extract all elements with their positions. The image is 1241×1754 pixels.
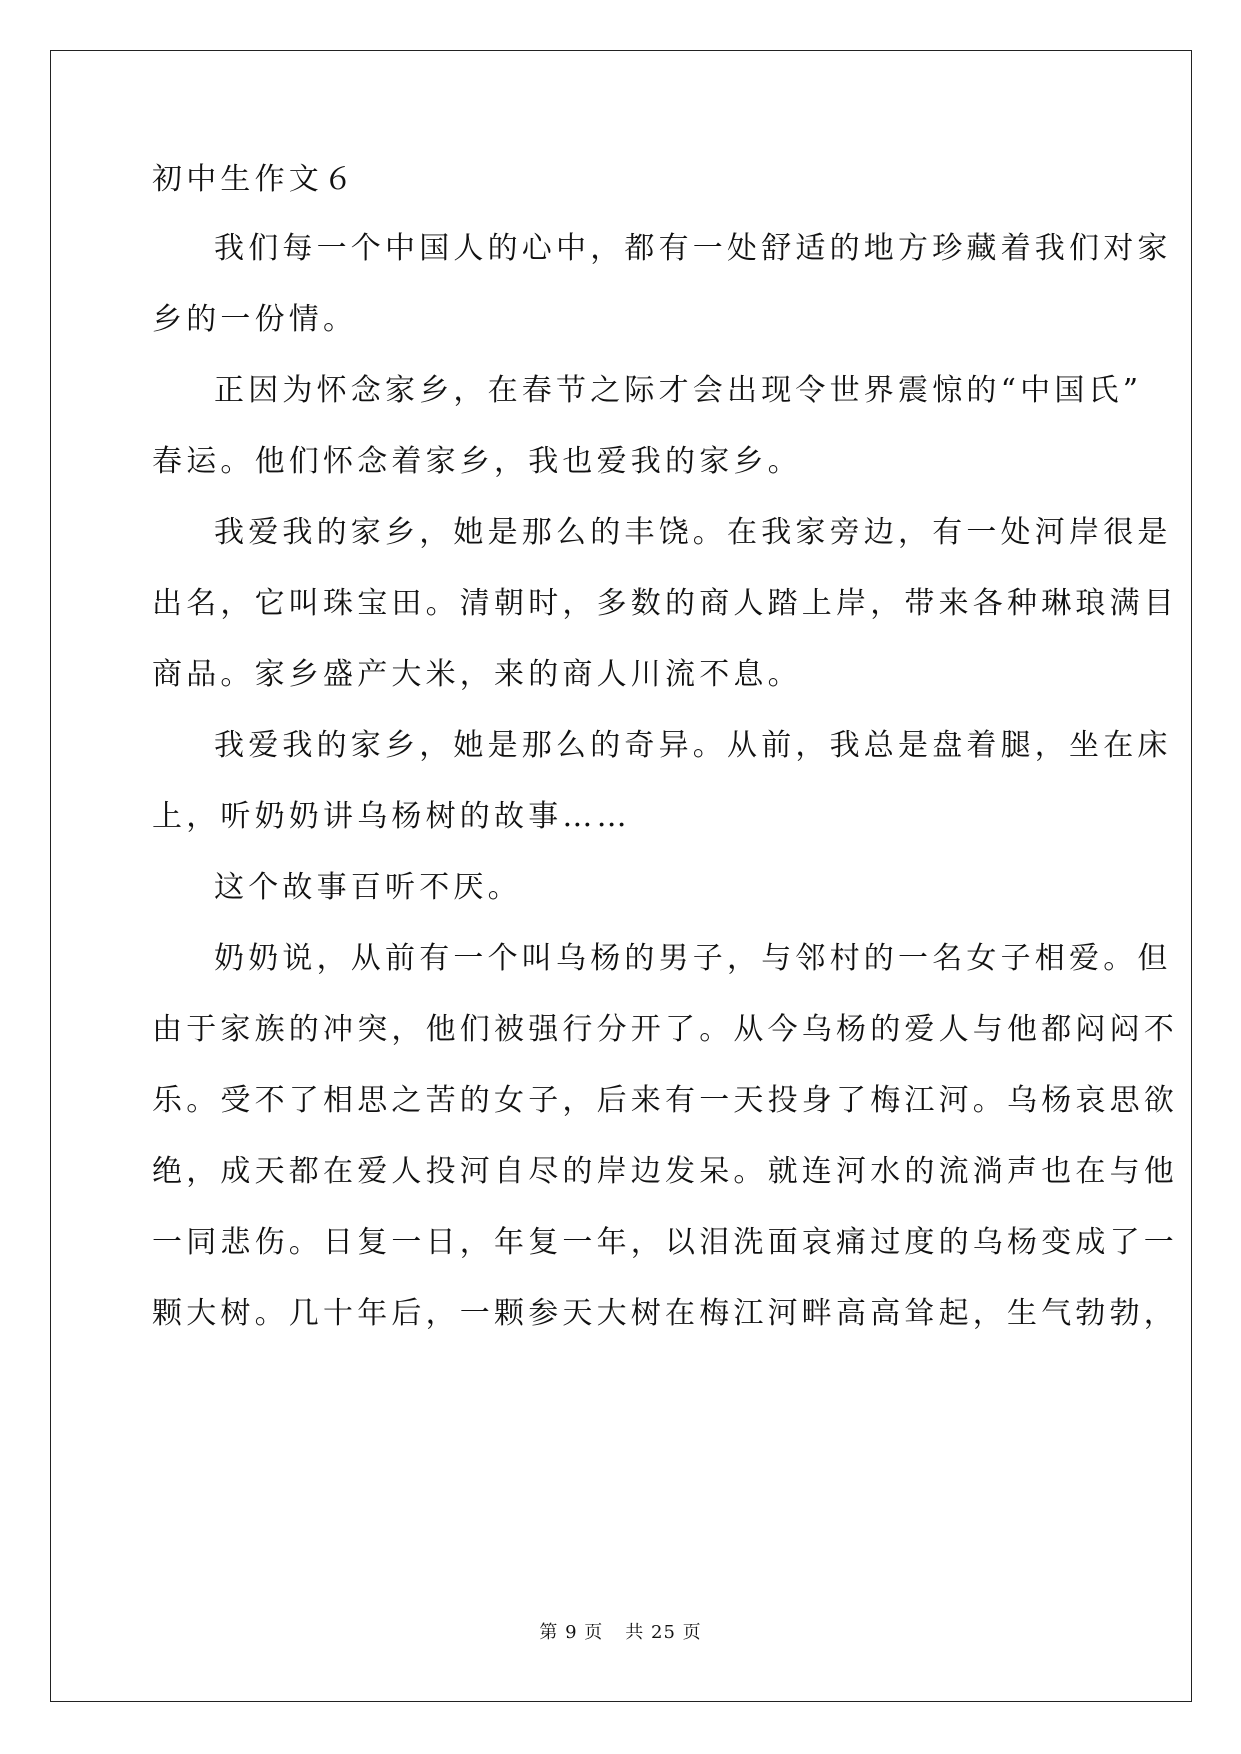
page-number: 第 9 页	[539, 1622, 604, 1643]
text-line: 绝，成天都在爱人投河自尽的岸边发呆。就连河水的流淌声也在与他	[152, 1154, 1178, 1189]
text-line: 正因为怀念家乡，在春节之际才会出现令世界震惊的“中国氏”	[214, 373, 1143, 408]
document-title: 初中生作文６	[152, 162, 358, 197]
text-line: 乡的一份情。	[152, 302, 358, 337]
page-total: 共 25 页	[625, 1622, 702, 1643]
text-line: 一同悲伤。日复一日，年复一年，以泪洗面哀痛过度的乌杨变成了一	[152, 1225, 1178, 1260]
text-line: 上，听奶奶讲乌杨树的故事……	[152, 799, 631, 834]
text-line: 我爱我的家乡，她是那么的奇异。从前，我总是盘着腿，坐在床	[214, 728, 1172, 763]
text-line: 颗大树。几十年后，一颗参天大树在梅江河畔高高耸起，生气勃勃，	[152, 1296, 1178, 1331]
text-line: 我们每一个中国人的心中，都有一处舒适的地方珍藏着我们对家	[214, 231, 1172, 266]
text-line: 商品。家乡盛产大米，来的商人川流不息。	[152, 657, 802, 692]
page-footer	[0, 1618, 1241, 1644]
text-line: 我爱我的家乡，她是那么的丰饶。在我家旁边，有一处河岸很是	[214, 515, 1172, 550]
text-line: 乐。受不了相思之苦的女子，后来有一天投身了梅江河。乌杨哀思欲	[152, 1083, 1178, 1118]
text-line: 奶奶说，从前有一个叫乌杨的男子，与邻村的一名女子相爱。但	[214, 941, 1172, 976]
text-line: 出名，它叫珠宝田。清朝时，多数的商人踏上岸，带来各种琳琅满目	[152, 586, 1178, 621]
text-line: 春运。他们怀念着家乡，我也爱我的家乡。	[152, 444, 802, 479]
text-line: 由于家族的冲突，他们被强行分开了。从今乌杨的爱人与他都闷闷不	[152, 1012, 1178, 1047]
text-line: 这个故事百听不厌。	[214, 870, 522, 905]
